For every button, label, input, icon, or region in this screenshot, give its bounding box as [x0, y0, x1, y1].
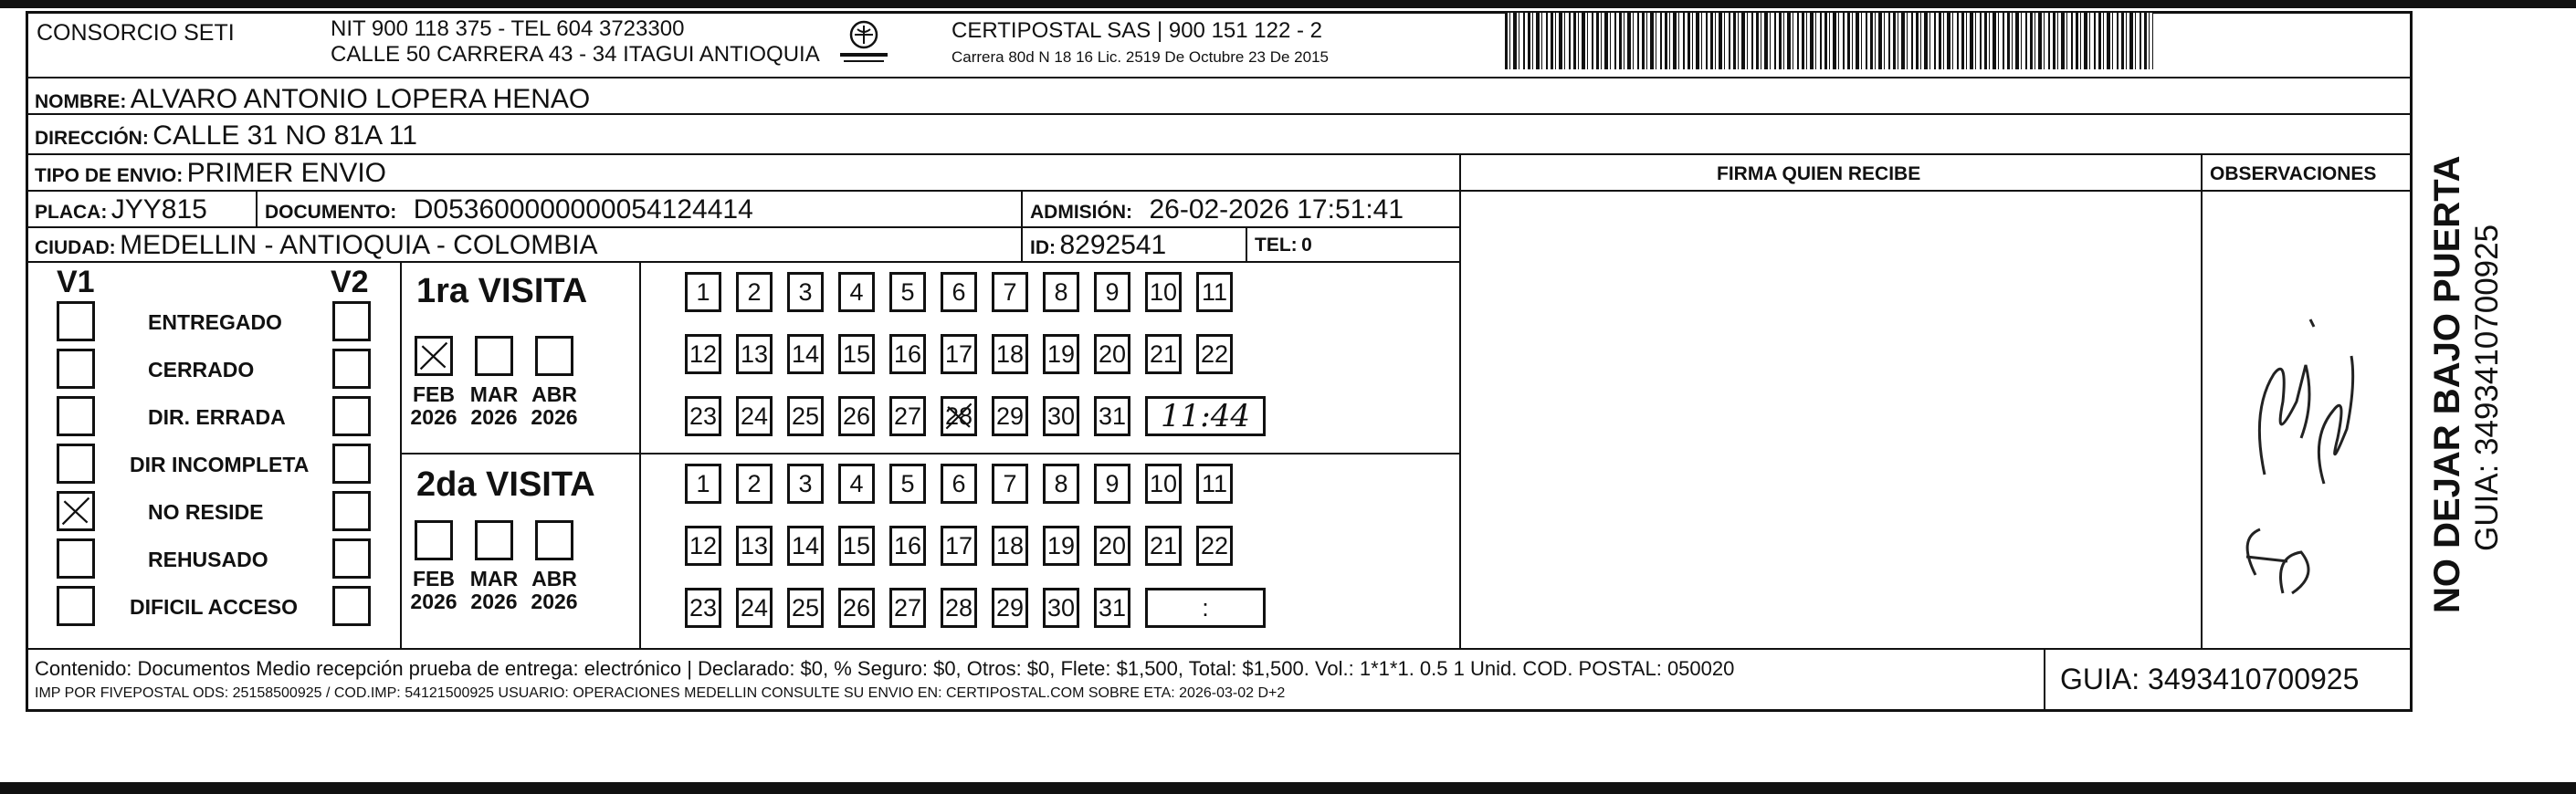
document-label: DOCUMENTO:: [265, 202, 397, 223]
month-label: MAR: [469, 567, 519, 590]
name-row: [35, 86, 590, 113]
status-label: CERRADO: [148, 358, 255, 381]
month-year: 2026: [531, 405, 578, 430]
day-box-19[interactable]: 19: [1043, 334, 1079, 374]
day-box-3[interactable]: 3: [787, 464, 824, 504]
day-box-14[interactable]: 14: [787, 334, 824, 374]
day-box-31[interactable]: 31: [1094, 396, 1130, 436]
month-label: ABR: [531, 382, 577, 406]
day-box-30[interactable]: 30: [1043, 396, 1079, 436]
day-box-28[interactable]: 28: [941, 588, 977, 628]
rule: [1459, 153, 1461, 648]
bottom-border: [0, 782, 2576, 794]
status-label: DIR INCOMPLETA: [130, 453, 310, 476]
v2-checkbox[interactable]: [332, 444, 371, 484]
month-caption: [524, 383, 584, 430]
rule: [1246, 226, 1247, 261]
city-row: [35, 232, 598, 259]
day-box-23[interactable]: 23: [685, 396, 721, 436]
footer-guia: GUIA: 3493410700925: [2060, 663, 2360, 695]
day-box-10[interactable]: 10: [1145, 464, 1182, 504]
month-caption: [404, 383, 464, 430]
day-box-4[interactable]: 4: [838, 272, 875, 312]
day-box-5[interactable]: 5: [889, 464, 926, 504]
day-box-29[interactable]: 29: [992, 396, 1028, 436]
day-box-16[interactable]: 16: [889, 526, 926, 566]
tel-label: TEL:: [1255, 235, 1298, 256]
send-type-label: TIPO DE ENVIO:: [35, 165, 184, 186]
v1-checkbox[interactable]: [57, 538, 95, 579]
day-box-3[interactable]: 3: [787, 272, 824, 312]
tel-row: [1255, 235, 1312, 255]
month-checkbox-mar[interactable]: [475, 336, 513, 376]
day-box-1[interactable]: 1: [685, 272, 721, 312]
day-box-18[interactable]: 18: [992, 526, 1028, 566]
rule: [2044, 648, 2045, 712]
rule: [26, 190, 2413, 192]
company-name: CONSORCIO SETI: [37, 20, 235, 46]
send-type-value: PRIMER ENVIO: [186, 158, 387, 188]
rule: [26, 261, 1459, 263]
name-label: NOMBRE:: [35, 91, 127, 112]
day-box-21[interactable]: 21: [1145, 526, 1182, 566]
day-box-4[interactable]: 4: [838, 464, 875, 504]
day-box-8[interactable]: 8: [1043, 272, 1079, 312]
v2-checkbox[interactable]: [332, 538, 371, 579]
rule: [1021, 190, 1023, 261]
no-dejar-notice: NO DEJAR BAJO PUERTA: [2427, 155, 2467, 613]
day-box-27[interactable]: 27: [889, 396, 926, 436]
status-label: ENTREGADO: [148, 310, 282, 334]
month-caption: [464, 383, 524, 430]
admission-value: 26-02-2026 17:51:41: [1149, 194, 1404, 225]
id-row: [1030, 232, 1166, 259]
day-box-15[interactable]: 15: [838, 526, 875, 566]
plate-row: [35, 196, 207, 224]
month-caption: [404, 568, 464, 614]
v1-checkbox[interactable]: [57, 396, 95, 436]
month-year: 2026: [531, 590, 578, 614]
day-box-17[interactable]: 17: [941, 334, 977, 374]
rule: [2201, 153, 2203, 648]
tel-value: 0: [1301, 235, 1312, 256]
day-box-20[interactable]: 20: [1094, 334, 1130, 374]
v1-checkbox[interactable]: [57, 491, 95, 531]
month-caption: [464, 568, 524, 614]
side-guia: GUIA: 3493410700925: [2469, 224, 2505, 551]
day-box-26[interactable]: 26: [838, 396, 875, 436]
admission-label: ADMISIÓN:: [1030, 202, 1132, 223]
month-checkbox-feb[interactable]: [415, 336, 453, 376]
barcode: [1505, 13, 2153, 69]
day-box-15[interactable]: 15: [838, 334, 875, 374]
day-box-21[interactable]: 21: [1145, 334, 1182, 374]
address-row: [35, 122, 417, 150]
v2-header: V2: [331, 265, 369, 299]
day-box-11[interactable]: 11: [1196, 272, 1233, 312]
plate-value: JYY815: [110, 194, 207, 225]
second-visit-title: 2da VISITA: [416, 465, 595, 504]
day-box-6[interactable]: 6: [941, 272, 977, 312]
day-box-8[interactable]: 8: [1043, 464, 1079, 504]
document-row: [265, 196, 753, 224]
rule: [26, 77, 2413, 78]
send-type-row: [35, 160, 386, 187]
status-label: DIFICIL ACCESO: [130, 595, 299, 619]
document-value: D053600000000054124414: [413, 194, 753, 225]
month-checkbox-abr[interactable]: [535, 336, 573, 376]
visit-time-box[interactable]: 11:44: [1145, 396, 1266, 436]
content-line: Contenido: Documentos Medio recepción prueba de entrega: electrónico | Declarado: $0, % Seguro: $0, Otros: $0, Flete: $1,500, Total: $1,500. Vol.: 1*1*1. 0.5 1 Unid. COD. POSTAL: 050020: [35, 657, 1735, 680]
v1-checkbox[interactable]: [57, 349, 95, 389]
rule: [639, 261, 641, 648]
rule: [256, 190, 258, 226]
plate-label: PLACA:: [35, 202, 108, 223]
day-box-20[interactable]: 20: [1094, 526, 1130, 566]
day-box-9[interactable]: 9: [1094, 464, 1130, 504]
v1-header: V1: [57, 265, 95, 299]
v1-checkbox[interactable]: [57, 586, 95, 626]
day-box-13[interactable]: 13: [736, 334, 773, 374]
month-caption: [524, 568, 584, 614]
day-box-13[interactable]: 13: [736, 526, 773, 566]
day-box-2[interactable]: 2: [736, 464, 773, 504]
day-box-16[interactable]: 16: [889, 334, 926, 374]
day-box-22[interactable]: 22: [1196, 334, 1233, 374]
day-box-31[interactable]: 31: [1094, 588, 1130, 628]
id-value: 8292541: [1059, 230, 1167, 260]
month-checkbox-feb[interactable]: [415, 520, 453, 560]
month-year: 2026: [470, 405, 518, 430]
day-box-2[interactable]: 2: [736, 272, 773, 312]
signature-header: FIRMA QUIEN RECIBE: [1717, 163, 1921, 184]
first-visit-title: 1ra VISITA: [416, 272, 588, 310]
month-checkbox-mar[interactable]: [475, 520, 513, 560]
v1-checkbox[interactable]: [57, 444, 95, 484]
day-box-18[interactable]: 18: [992, 334, 1028, 374]
month-year: 2026: [410, 405, 457, 430]
visit-time-box[interactable]: :: [1145, 588, 1266, 628]
day-box-14[interactable]: 14: [787, 526, 824, 566]
day-box-12[interactable]: 12: [685, 334, 721, 374]
address-value: CALLE 31 NO 81A 11: [152, 120, 417, 151]
day-box-24[interactable]: 24: [736, 588, 773, 628]
month-label: ABR: [531, 567, 577, 590]
month-label: FEB: [413, 382, 455, 406]
handwritten-observation: [2219, 301, 2365, 621]
rule: [26, 226, 1459, 228]
day-box-5[interactable]: 5: [889, 272, 926, 312]
month-year: 2026: [410, 590, 457, 614]
company-address: CALLE 50 CARRERA 43 - 34 ITAGUI ANTIOQUIA: [331, 42, 820, 67]
day-box-7[interactable]: 7: [992, 464, 1028, 504]
status-label: DIR. ERRADA: [148, 405, 286, 429]
rule: [26, 153, 2413, 155]
nit-line: NIT 900 118 375 - TEL 604 3723300: [331, 16, 685, 41]
v2-checkbox[interactable]: [332, 396, 371, 436]
name-value: ALVARO ANTONIO LOPERA HENAO: [130, 84, 591, 114]
month-year: 2026: [470, 590, 518, 614]
day-box-24[interactable]: 24: [736, 396, 773, 436]
v1-checkbox[interactable]: [57, 301, 95, 341]
day-box-30[interactable]: 30: [1043, 588, 1079, 628]
v2-checkbox[interactable]: [332, 349, 371, 389]
day-box-25[interactable]: 25: [787, 588, 824, 628]
rule: [400, 261, 402, 648]
courier-license: Carrera 80d N 18 16 Lic. 2519 De Octubre 23 De 2015: [952, 48, 1329, 66]
top-border: [0, 0, 2576, 8]
city-label: CIUDAD:: [35, 237, 116, 258]
status-label: NO RESIDE: [148, 500, 264, 524]
day-box-9[interactable]: 9: [1094, 272, 1130, 312]
imp-line: IMP POR FIVEPOSTAL ODS: 25158500925 / COD.IMP: 54121500925 USUARIO: OPERACIONES MEDELLIN CONSULTE SU ENVIO EN: CERTIPOSTAL.COM SOBRE ETA: 2026-03-02 D+2: [35, 685, 1286, 701]
day-box-19[interactable]: 19: [1043, 526, 1079, 566]
day-box-22[interactable]: 22: [1196, 526, 1233, 566]
day-box-12[interactable]: 12: [685, 526, 721, 566]
day-box-28[interactable]: 28: [941, 396, 977, 436]
rule: [400, 453, 1459, 454]
month-label: MAR: [469, 382, 519, 406]
day-box-7[interactable]: 7: [992, 272, 1028, 312]
day-box-1[interactable]: 1: [685, 464, 721, 504]
observations-header: OBSERVACIONES: [2210, 163, 2377, 184]
city-value: MEDELLIN - ANTIOQUIA - COLOMBIA: [120, 230, 598, 260]
id-label: ID:: [1030, 237, 1056, 258]
day-box-26[interactable]: 26: [838, 588, 875, 628]
day-box-25[interactable]: 25: [787, 396, 824, 436]
address-label: DIRECCIÓN:: [35, 128, 149, 149]
rule: [26, 648, 2413, 650]
day-box-6[interactable]: 6: [941, 464, 977, 504]
status-label: REHUSADO: [148, 548, 268, 571]
day-box-27[interactable]: 27: [889, 588, 926, 628]
certipostal-logo: [835, 18, 893, 68]
v2-checkbox[interactable]: [332, 586, 371, 626]
day-box-29[interactable]: 29: [992, 588, 1028, 628]
v2-checkbox[interactable]: [332, 301, 371, 341]
day-box-17[interactable]: 17: [941, 526, 977, 566]
v2-checkbox[interactable]: [332, 491, 371, 531]
courier-name: CERTIPOSTAL SAS | 900 151 122 - 2: [952, 18, 1322, 43]
admission-row: [1030, 196, 1404, 224]
day-box-23[interactable]: 23: [685, 588, 721, 628]
day-box-11[interactable]: 11: [1196, 464, 1233, 504]
month-label: FEB: [413, 567, 455, 590]
day-box-10[interactable]: 10: [1145, 272, 1182, 312]
month-checkbox-abr[interactable]: [535, 520, 573, 560]
